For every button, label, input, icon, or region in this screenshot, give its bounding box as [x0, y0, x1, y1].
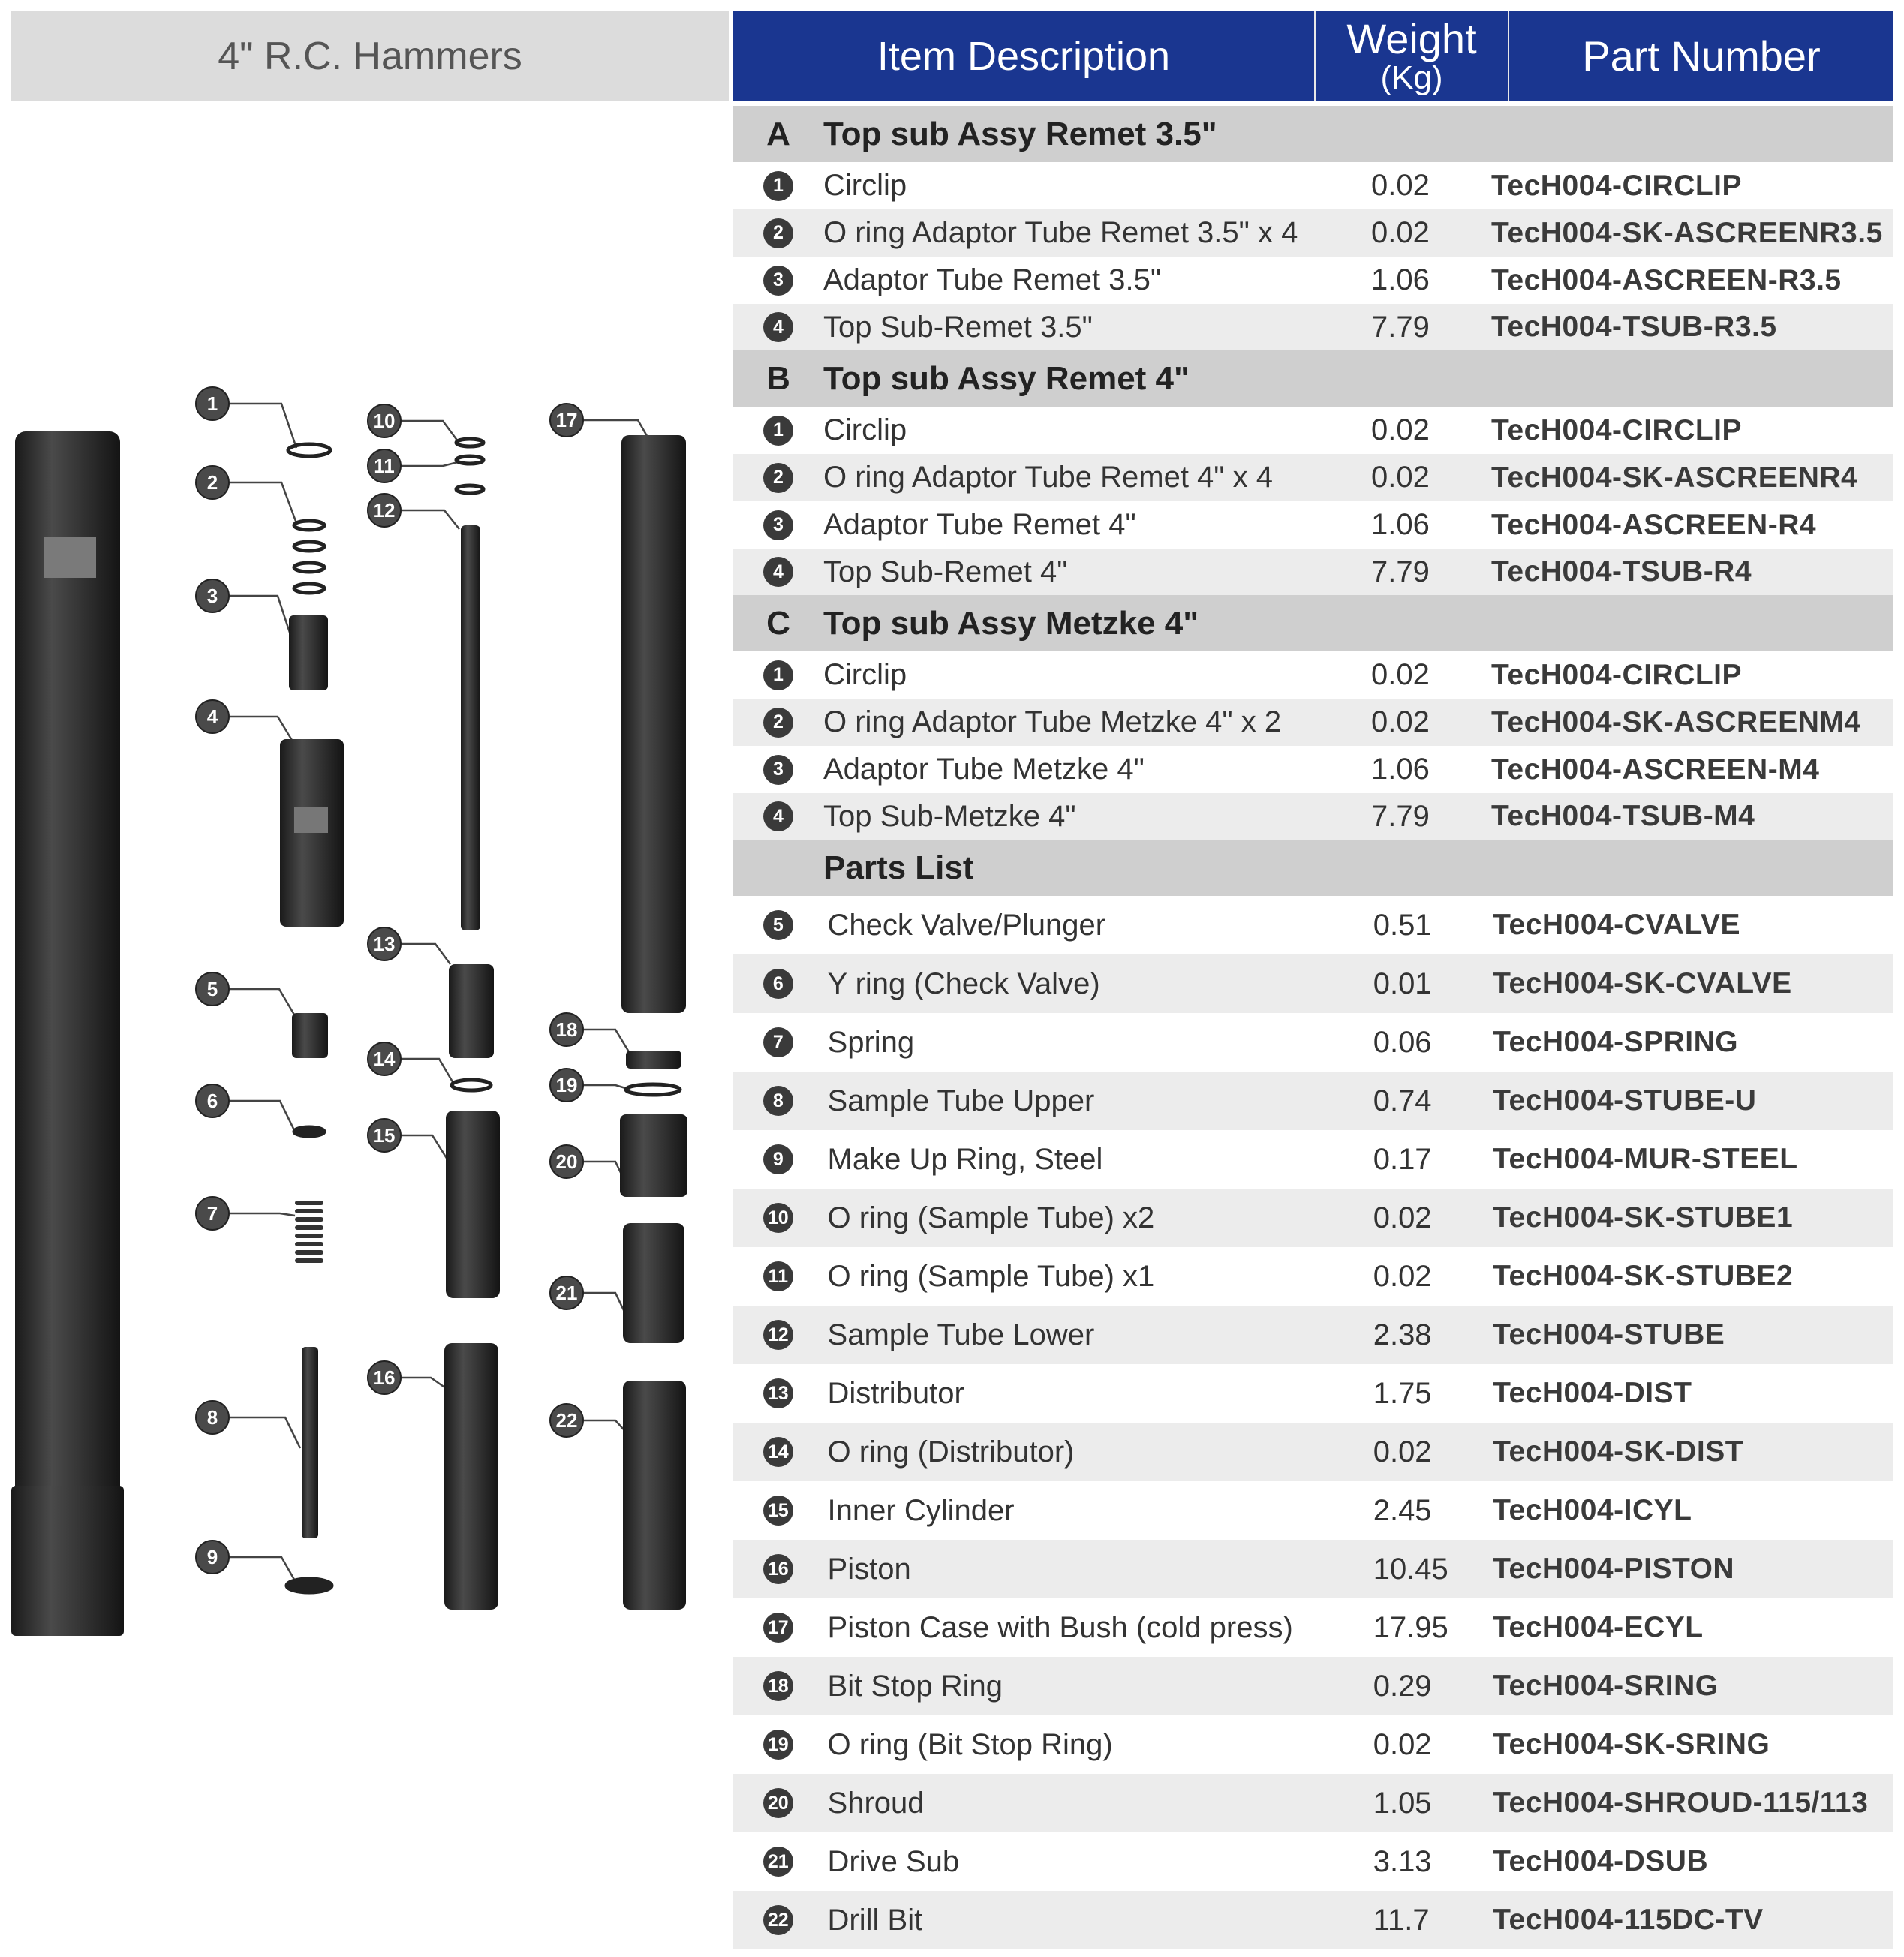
- callout-number: 17: [555, 409, 578, 431]
- y-ring: [294, 1127, 324, 1136]
- spring-coil: [295, 1250, 323, 1255]
- item-number-badge: 4: [763, 557, 793, 587]
- table-row: [733, 257, 1893, 304]
- table-row: [733, 1481, 1893, 1540]
- item-number-cell: [733, 1437, 823, 1467]
- part-number: TecH004-SK-DIST: [1493, 1435, 1744, 1468]
- o-ring: [452, 1080, 491, 1090]
- table-row: [733, 1013, 1893, 1072]
- leader-line: [401, 421, 458, 441]
- distributor: [449, 964, 494, 1058]
- o-ring: [456, 439, 483, 446]
- item-number-cell: [733, 1788, 823, 1818]
- item-number-cell: [733, 416, 823, 446]
- table-row: [733, 1540, 1893, 1598]
- part-number: TecH004-TSUB-M4: [1491, 800, 1755, 832]
- leader-line: [229, 482, 296, 523]
- table-row: [733, 1598, 1893, 1657]
- section-title: Top sub Assy Remet 4": [823, 359, 1190, 397]
- item-description: Top Sub-Metzke 4": [823, 799, 1076, 833]
- check-valve: [292, 1013, 328, 1058]
- leader-line: [401, 510, 459, 529]
- callout-number: 13: [373, 933, 396, 955]
- leader-line: [229, 596, 293, 642]
- part-number: TecH004-SK-ASCREENM4: [1491, 705, 1861, 738]
- make-up-ring: [287, 1579, 332, 1592]
- item-description: Sample Tube Upper: [827, 1084, 1095, 1117]
- part-number: TecH004-SK-CVALVE: [1493, 967, 1792, 1000]
- section-letter: B: [766, 359, 790, 397]
- table-row: [733, 454, 1893, 501]
- part-number: TecH004-ASCREEN-R4: [1491, 508, 1817, 541]
- o-ring: [456, 456, 483, 464]
- table-row: [733, 162, 1893, 209]
- item-number-cell: [733, 910, 823, 940]
- spring-coil: [295, 1258, 323, 1263]
- table-row: [733, 746, 1893, 793]
- item-weight: 0.06: [1373, 1025, 1432, 1059]
- callout-number: 14: [373, 1048, 396, 1070]
- table-row: [733, 896, 1893, 954]
- item-number-cell: [733, 510, 823, 540]
- part-number: TecH004-SK-SRING: [1493, 1728, 1770, 1760]
- part-number: TecH004-MUR-STEEL: [1493, 1143, 1798, 1175]
- table-row: [733, 501, 1893, 549]
- item-number-cell: [733, 1086, 823, 1116]
- leader-line: [401, 1059, 454, 1084]
- item-weight: 7.79: [1371, 310, 1430, 344]
- item-number-badge: 2: [763, 463, 793, 493]
- item-number-badge: 21: [763, 1847, 793, 1877]
- parts-table: [733, 106, 1893, 1949]
- section-title: Top sub Assy Remet 3.5": [823, 115, 1217, 152]
- item-description: O ring (Distributor): [827, 1435, 1075, 1469]
- item-description: O ring (Bit Stop Ring): [827, 1727, 1113, 1761]
- part-number: TecH004-115DC-TV: [1493, 1904, 1764, 1936]
- callout-number: 6: [206, 1090, 218, 1112]
- leader-line: [401, 462, 458, 466]
- spring-coil: [295, 1242, 323, 1246]
- callout-number: 5: [206, 978, 218, 1000]
- inner-cylinder: [446, 1111, 500, 1298]
- table-row: [733, 1832, 1893, 1891]
- item-number-cell: [733, 708, 823, 738]
- part-number: TecH004-SK-ASCREENR3.5: [1491, 216, 1883, 249]
- table-row: [733, 699, 1893, 746]
- item-number-badge: 17: [763, 1613, 793, 1643]
- item-description: Check Valve/Plunger: [827, 908, 1106, 942]
- item-weight: 10.45: [1373, 1552, 1448, 1586]
- section-letter: A: [766, 115, 790, 152]
- part-number: TecH004-ICYL: [1493, 1494, 1692, 1526]
- item-number-badge: 12: [763, 1320, 793, 1350]
- shroud: [620, 1114, 687, 1197]
- item-number-badge: 9: [763, 1144, 793, 1174]
- item-number-badge: 1: [763, 660, 793, 690]
- table-row: [733, 1364, 1893, 1423]
- assembled-hammer: [15, 431, 120, 1628]
- section-header: [733, 840, 1893, 896]
- item-description: Y ring (Check Valve): [827, 966, 1100, 1000]
- sample-tube-upper: [302, 1347, 318, 1538]
- callout-number: 2: [206, 471, 218, 494]
- item-description: Bit Stop Ring: [827, 1669, 1003, 1703]
- item-description: Distributor: [827, 1376, 964, 1410]
- item-number-cell: [733, 1730, 823, 1760]
- item-weight: 1.06: [1371, 263, 1430, 296]
- item-number-badge: 14: [763, 1437, 793, 1467]
- table-row: [733, 793, 1893, 840]
- item-weight: 1.05: [1373, 1786, 1432, 1820]
- item-number-cell: [733, 218, 823, 248]
- item-number-badge: 2: [763, 218, 793, 248]
- item-description: Piston Case with Bush (cold press): [827, 1610, 1293, 1644]
- item-number-badge: 10: [763, 1203, 793, 1233]
- item-number-badge: 20: [763, 1788, 793, 1818]
- item-weight: 0.02: [1371, 705, 1430, 738]
- item-weight: 0.02: [1373, 1727, 1432, 1761]
- item-number-cell: [733, 312, 823, 342]
- table-row: [733, 1774, 1893, 1832]
- item-description: Circlip: [823, 658, 907, 691]
- item-number-badge: 4: [763, 801, 793, 831]
- item-number-badge: 16: [763, 1554, 793, 1584]
- drive-sub: [623, 1223, 684, 1343]
- header-part-number: Part Number: [1582, 32, 1821, 80]
- part-number: TecH004-ASCREEN-R3.5: [1491, 263, 1842, 296]
- item-description: Drive Sub: [827, 1844, 960, 1878]
- item-description: Adaptor Tube Remet 3.5": [823, 263, 1162, 296]
- item-description: Spring: [827, 1025, 915, 1059]
- leader-line: [401, 1135, 447, 1159]
- callout-number: 7: [206, 1202, 218, 1225]
- item-number-badge: 3: [763, 266, 793, 296]
- part-number: TecH004-DIST: [1493, 1377, 1692, 1409]
- item-description: Circlip: [823, 413, 907, 446]
- table-row: [733, 954, 1893, 1013]
- item-weight: 0.74: [1373, 1084, 1432, 1117]
- item-number-badge: 18: [763, 1671, 793, 1701]
- part-number: TecH004-DSUB: [1493, 1845, 1709, 1877]
- item-number-badge: 8: [763, 1086, 793, 1116]
- leader-line: [229, 1417, 300, 1448]
- item-number-cell: [733, 1378, 823, 1408]
- item-number-cell: [733, 801, 823, 831]
- item-weight: 1.75: [1373, 1376, 1432, 1410]
- leader-line: [229, 1213, 295, 1216]
- item-number-cell: [733, 1671, 823, 1701]
- table-row: [733, 549, 1893, 595]
- item-number-cell: [733, 1203, 823, 1233]
- spring-coil: [295, 1209, 323, 1213]
- exploded-view-illustration: [0, 105, 732, 1921]
- item-number-cell: [733, 557, 823, 587]
- spring-coil: [295, 1225, 323, 1230]
- leader-line: [583, 1085, 630, 1090]
- section-header: [733, 350, 1893, 407]
- item-number-badge: 1: [763, 171, 793, 201]
- table-row: [733, 1072, 1893, 1130]
- item-weight: 0.02: [1371, 413, 1430, 446]
- item-number-cell: [733, 1144, 823, 1174]
- item-number-badge: 3: [763, 755, 793, 785]
- o-ring: [294, 521, 324, 530]
- item-description: O ring Adaptor Tube Remet 3.5" x 4: [823, 216, 1298, 249]
- item-description: O ring Adaptor Tube Metzke 4" x 2: [823, 705, 1282, 738]
- item-description: Inner Cylinder: [827, 1493, 1015, 1527]
- item-description: Drill Bit: [827, 1903, 923, 1937]
- item-description: Make Up Ring, Steel: [827, 1142, 1103, 1176]
- item-weight: 11.7: [1373, 1903, 1430, 1937]
- page-title: 4" R.C. Hammers: [11, 11, 729, 101]
- item-weight: 0.29: [1373, 1669, 1432, 1703]
- item-weight: 0.02: [1371, 216, 1430, 249]
- callout-number: 3: [206, 585, 218, 607]
- header-weight: [1316, 11, 1509, 101]
- item-weight: 0.17: [1373, 1142, 1432, 1176]
- item-weight: 0.02: [1371, 169, 1430, 202]
- o-ring: [456, 485, 483, 493]
- item-number-badge: 6: [763, 969, 793, 999]
- table-row: [733, 1189, 1893, 1247]
- part-number: TecH004-TSUB-R4: [1491, 555, 1752, 588]
- item-weight: 7.79: [1371, 555, 1430, 588]
- part-number: TecH004-CIRCLIP: [1491, 413, 1743, 446]
- item-weight: 7.79: [1371, 799, 1430, 833]
- table-row: [733, 407, 1893, 454]
- leader-line: [229, 717, 293, 741]
- callout-number: 9: [206, 1546, 218, 1568]
- item-weight: 1.06: [1371, 508, 1430, 541]
- leader-line: [229, 989, 294, 1015]
- item-number-badge: 15: [763, 1496, 793, 1526]
- o-ring: [626, 1084, 680, 1095]
- item-description: Sample Tube Lower: [827, 1318, 1095, 1351]
- hammer-flat: [44, 537, 96, 578]
- leader-line: [229, 1101, 295, 1132]
- section-title: Parts List: [823, 849, 974, 886]
- item-number-cell: [733, 266, 823, 296]
- item-description: O ring (Sample Tube) x2: [827, 1201, 1155, 1234]
- spring-coil: [295, 1234, 323, 1238]
- leader-line: [229, 1557, 296, 1583]
- part-number: TecH004-STUBE: [1493, 1318, 1725, 1351]
- item-number-badge: 5: [763, 910, 793, 940]
- callout-number: 1: [206, 392, 218, 415]
- item-number-cell: [733, 1554, 823, 1584]
- o-ring: [294, 542, 324, 551]
- bit-stop-ring: [626, 1051, 681, 1069]
- section-title: Top sub Assy Metzke 4": [823, 604, 1199, 642]
- item-weight: 0.02: [1371, 658, 1430, 691]
- item-number-cell: [733, 1847, 823, 1877]
- hammer-bit: [11, 1486, 124, 1636]
- item-number-cell: [733, 755, 823, 785]
- item-weight: 0.02: [1373, 1435, 1432, 1469]
- item-weight: 0.02: [1371, 461, 1430, 494]
- item-number-cell: [733, 1496, 823, 1526]
- item-description: O ring (Sample Tube) x1: [827, 1259, 1155, 1293]
- item-description: Adaptor Tube Remet 4": [823, 508, 1136, 541]
- section-header: [733, 595, 1893, 651]
- item-description: Top Sub-Remet 3.5": [823, 310, 1093, 344]
- item-number-cell: [733, 1320, 823, 1350]
- item-number-cell: [733, 463, 823, 493]
- table-row: [733, 1715, 1893, 1774]
- header-weight-unit: (Kg): [1380, 59, 1443, 96]
- table-row: [733, 1247, 1893, 1306]
- callout-number: 10: [373, 410, 396, 432]
- table-row: [733, 304, 1893, 350]
- item-number-cell: [733, 171, 823, 201]
- callout-number: 8: [206, 1406, 218, 1429]
- item-number-cell: [733, 660, 823, 690]
- item-description: Adaptor Tube Metzke 4": [823, 753, 1145, 786]
- item-number-badge: 7: [763, 1027, 793, 1057]
- callout-number: 11: [374, 455, 395, 477]
- item-description: Piston: [827, 1552, 911, 1586]
- leader-line: [401, 944, 450, 964]
- callout-number: 19: [555, 1074, 578, 1096]
- section-letter: C: [766, 604, 790, 642]
- item-description: Circlip: [823, 169, 907, 202]
- header-item-description: Item Description: [733, 11, 1316, 101]
- part-number: TecH004-PISTON: [1493, 1553, 1735, 1585]
- table-row: [733, 209, 1893, 257]
- section-header: [733, 106, 1893, 162]
- item-weight: 17.95: [1373, 1610, 1448, 1644]
- item-number-cell: [733, 1613, 823, 1643]
- item-weight: 0.02: [1373, 1201, 1432, 1234]
- callout-number: 15: [373, 1124, 396, 1147]
- item-weight: 1.06: [1371, 753, 1430, 786]
- part-number: TecH004-CIRCLIP: [1491, 658, 1743, 691]
- callout-number: 4: [206, 705, 218, 728]
- leader-line: [401, 1378, 446, 1388]
- item-weight: 0.02: [1373, 1259, 1432, 1293]
- callout-number: 20: [555, 1150, 578, 1173]
- leader-line: [229, 404, 296, 448]
- item-number-badge: 4: [763, 312, 793, 342]
- item-weight: 0.01: [1373, 966, 1432, 1000]
- callout-number: 22: [555, 1409, 578, 1432]
- item-number-badge: 11: [763, 1261, 793, 1291]
- item-number-badge: 19: [763, 1730, 793, 1760]
- drill-bit: [623, 1381, 686, 1610]
- part-number: TecH004-ASCREEN-M4: [1491, 753, 1820, 786]
- spring-coil: [295, 1201, 323, 1205]
- table-header: [733, 11, 1893, 101]
- part-number: TecH004-SK-ASCREENR4: [1491, 461, 1858, 494]
- table-row: [733, 651, 1893, 699]
- item-weight: 3.13: [1373, 1844, 1432, 1878]
- part-number: TecH004-SHROUD-115/113: [1493, 1787, 1869, 1819]
- item-weight: 0.51: [1373, 908, 1432, 942]
- item-number-cell: [733, 1261, 823, 1291]
- item-description: O ring Adaptor Tube Remet 4" x 4: [823, 461, 1273, 494]
- callout-number: 18: [555, 1018, 578, 1041]
- part-number: TecH004-SK-STUBE1: [1493, 1201, 1794, 1234]
- o-ring: [294, 563, 324, 572]
- item-number-badge: 1: [763, 416, 793, 446]
- item-number-badge: 3: [763, 510, 793, 540]
- circlip-ring: [288, 444, 330, 456]
- o-ring: [294, 584, 324, 593]
- item-weight: 2.38: [1373, 1318, 1432, 1351]
- part-number: TecH004-SPRING: [1493, 1026, 1739, 1058]
- piston-case: [621, 435, 686, 1013]
- header-weight-label: Weight: [1346, 14, 1477, 62]
- part-number: TecH004-ECYL: [1493, 1611, 1704, 1643]
- table-row: [733, 1423, 1893, 1481]
- piston: [444, 1343, 498, 1610]
- leader-line: [583, 1030, 630, 1054]
- item-description: Top Sub-Remet 4": [823, 555, 1068, 588]
- part-number: TecH004-SK-STUBE2: [1493, 1260, 1794, 1292]
- table-row: [733, 1130, 1893, 1189]
- item-number-badge: 2: [763, 708, 793, 738]
- sample-tube-lower: [461, 525, 480, 930]
- item-number-badge: 13: [763, 1378, 793, 1408]
- callout-number: 21: [555, 1282, 578, 1304]
- item-number-badge: 22: [763, 1905, 793, 1935]
- item-description: Shroud: [827, 1786, 925, 1820]
- adaptor-tube: [289, 615, 328, 690]
- part-number: TecH004-CIRCLIP: [1491, 169, 1743, 202]
- top-sub-flat: [294, 807, 328, 833]
- item-number-cell: [733, 1027, 823, 1057]
- callout-number: 16: [373, 1366, 396, 1389]
- table-row: [733, 1306, 1893, 1364]
- table-row: [733, 1657, 1893, 1715]
- part-number: TecH004-CVALVE: [1493, 909, 1741, 941]
- item-number-cell: [733, 969, 823, 999]
- part-number: TecH004-SRING: [1493, 1670, 1719, 1702]
- table-row: [733, 1891, 1893, 1949]
- item-number-cell: [733, 1905, 823, 1935]
- spring-coil: [295, 1217, 323, 1222]
- item-weight: 2.45: [1373, 1493, 1432, 1527]
- part-number: TecH004-TSUB-R3.5: [1491, 311, 1777, 343]
- part-number: TecH004-STUBE-U: [1493, 1084, 1757, 1117]
- callout-number: 12: [373, 499, 396, 522]
